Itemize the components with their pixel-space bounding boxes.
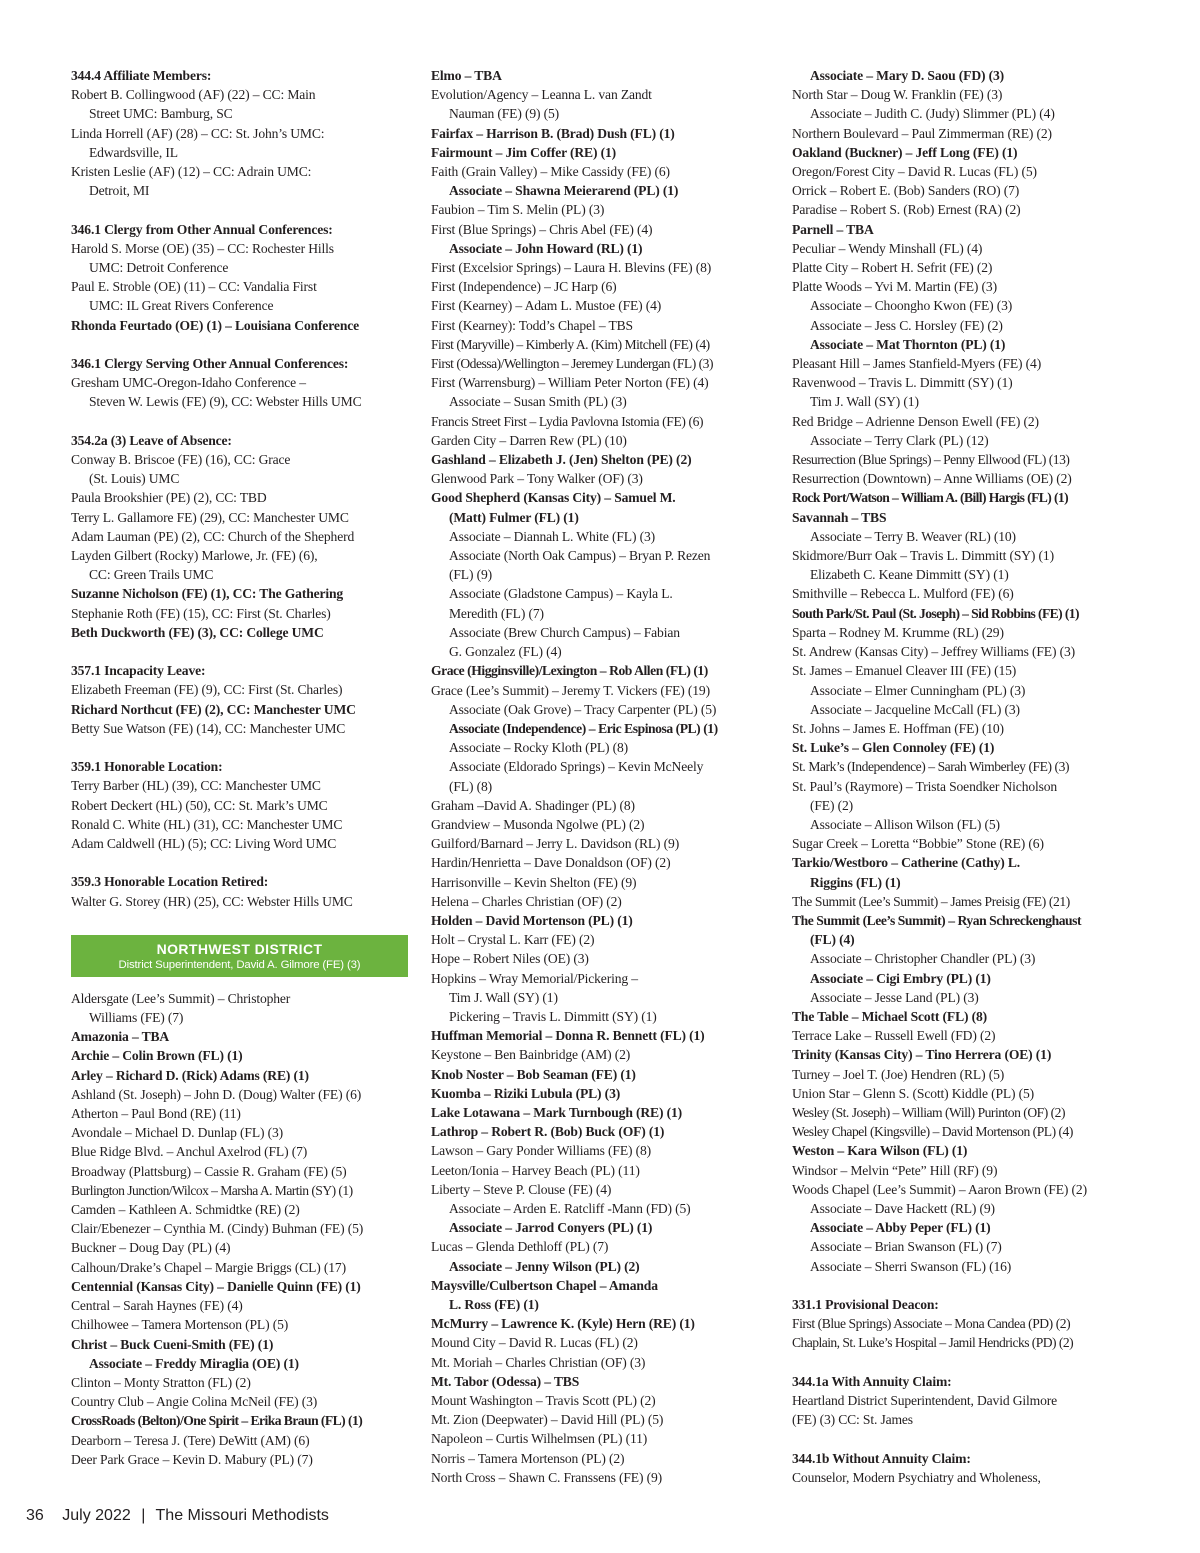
list-item: Gashland – Elizabeth J. (Jen) Shelton (PE) (2)	[431, 452, 692, 468]
publication-name: The Missouri Methodists	[155, 1507, 329, 1524]
list-item: Country Club – Angie Colina McNeil (FE) (3)	[71, 1394, 318, 1410]
list-item: CC: Green Trails UMC	[89, 567, 214, 583]
list-item: Paul E. Stroble (OE) (11) – CC: Vandalia First	[71, 279, 317, 295]
list-item: McMurry – Lawrence K. (Kyle) Hern (RE) (1)	[431, 1316, 695, 1332]
list-item: Harrisonville – Kevin Shelton (FE) (9)	[431, 874, 637, 890]
list-item: (FL) (9)	[449, 567, 492, 583]
list-item: Grandview – Musonda Ngolwe (PL) (2)	[431, 816, 645, 832]
list-item: Blue Ridge Blvd. – Anchul Axelrod (FL) (7)	[71, 1144, 308, 1160]
list-item: Associate – Christopher Chandler (PL) (3)	[810, 951, 1036, 967]
list-item: Mound City – David R. Lucas (FL) (2)	[431, 1335, 638, 1351]
list-item: Associate – Terry Clark (PL) (12)	[810, 432, 989, 448]
list-item: Dearborn – Teresa J. (Tere) DeWitt (AM) (6)	[71, 1432, 310, 1448]
list-item: Graham –David A. Shadinger (PL) (8)	[431, 797, 635, 813]
column-right	[792, 66, 1137, 1487]
list-item: Woods Chapel (Lee’s Summit) – Aaron Brown (FE) (2)	[792, 1181, 1087, 1197]
list-item: (FE) (2)	[810, 797, 853, 813]
list-item: Gresham UMC-Oregon-Idaho Conference –	[71, 375, 306, 391]
list-item: Knob Noster – Bob Seaman (FE) (1)	[431, 1066, 636, 1082]
list-item: Associate – Judith C. (Judy) Slimmer (PL) (4)	[810, 106, 1055, 122]
list-item: Mount Washington – Travis Scott (PL) (2)	[431, 1393, 656, 1409]
list-item: Chaplain, St. Luke’s Hospital – Jamil Hendricks (PD) (2)	[792, 1335, 1074, 1351]
list-item: Holden – David Mortenson (PL) (1)	[431, 912, 633, 928]
list-item: North Cross – Shawn C. Franssens (FE) (9)	[431, 1469, 662, 1485]
list-item: Faith (Grain Valley) – Mike Cassidy (FE) (6)	[431, 164, 670, 180]
list-item: G. Gonzalez (FL) (4)	[449, 644, 562, 660]
list-item: Northern Boulevard – Paul Zimmerman (RE) (2)	[792, 125, 1052, 141]
list-item: Orrick – Robert E. (Bob) Sanders (RO) (7)	[792, 183, 1020, 199]
list-item: Ravenwood – Travis L. Dimmitt (SY) (1)	[792, 375, 1013, 391]
list-item: Paula Brookshier (PE) (2), CC: TBD	[71, 490, 267, 506]
list-item: Robert Deckert (HL) (50), CC: St. Mark’s UMC	[71, 797, 328, 813]
list-item: Associate – Terry B. Weaver (RL) (10)	[810, 528, 1016, 544]
list-item: Elizabeth C. Keane Dimmitt (SY) (1)	[810, 567, 1009, 583]
list-item: North Star – Doug W. Franklin (FE) (3)	[792, 87, 1003, 103]
list-item: Associate – Choongho Kwon (FE) (3)	[810, 298, 1013, 314]
list-item: Centennial (Kansas City) – Danielle Quinn (FE) (1)	[71, 1278, 361, 1294]
list-item: Associate (North Oak Campus) – Bryan P. Rezen	[449, 548, 711, 564]
list-item: Sparta – Rodney M. Krumme (RL) (29)	[792, 624, 1004, 640]
list-item: Pleasant Hill – James Stanfield-Myers (FE) (4)	[792, 356, 1042, 372]
list-item: Peculiar – Wendy Minshall (FL) (4)	[792, 240, 983, 256]
list-item: Platte Woods – Yvi M. Martin (FE) (3)	[792, 279, 997, 295]
list-item: The Summit (Lee’s Summit) – James Preisig (FE) (21)	[792, 893, 1070, 909]
list-item: Meredith (FL) (7)	[449, 605, 544, 621]
section-heading: 359.1 Honorable Location:	[71, 759, 223, 775]
list-item: Associate – Arden E. Ratcliff -Mann (FD) (5)	[449, 1200, 691, 1216]
list-item: Hardin/Henrietta – Dave Donaldson (OF) (2)	[431, 855, 671, 871]
list-item: Associate – Allison Wilson (FL) (5)	[810, 816, 1000, 832]
list-item: Associate – Mat Thornton (PL) (1)	[810, 336, 1006, 352]
list-item: Associate – Sherri Swanson (FL) (16)	[810, 1258, 1012, 1274]
list-item: Skidmore/Burr Oak – Travis L. Dimmitt (SY) (1)	[792, 548, 1054, 564]
list-item: Napoleon – Curtis Wilhelmsen (PL) (11)	[431, 1431, 648, 1447]
list-item: Arley – Richard D. (Rick) Adams (RE) (1)	[71, 1067, 309, 1083]
list-item: Savannah – TBS	[792, 509, 887, 525]
list-item: The Summit (Lee’s Summit) – Ryan Schreckenghaust	[792, 912, 1082, 928]
list-item: First (Maryville) – Kimberly A. (Kim) Mitchell (FE) (4)	[431, 336, 710, 352]
list-item: Liberty – Steve P. Clouse (FE) (4)	[431, 1181, 612, 1197]
list-item: Associate – Cigi Embry (PL) (1)	[810, 970, 991, 986]
list-item: Oregon/Forest City – David R. Lucas (FL) (5)	[792, 164, 1037, 180]
list-item: Keystone – Ben Bainbridge (AM) (2)	[431, 1047, 631, 1063]
list-item: St. Andrew (Kansas City) – Jeffrey Williams (FE) (3)	[792, 644, 1075, 660]
list-item: Central – Sarah Haynes (FE) (4)	[71, 1298, 243, 1314]
list-item: Faubion – Tim S. Melin (PL) (3)	[431, 202, 605, 218]
list-item: Riggins (FL) (1)	[810, 874, 901, 890]
list-item: Garden City – Darren Rew (PL) (10)	[431, 432, 627, 448]
list-item: Associate – Susan Smith (PL) (3)	[449, 394, 627, 410]
list-item: Resurrection (Downtown) – Anne Williams (OE) (2)	[792, 471, 1072, 487]
list-item: South Park/St. Paul (St. Joseph) – Sid Robbins (FE) (1)	[792, 605, 1079, 621]
list-item: Smithville – Rebecca L. Mulford (FE) (6)	[792, 586, 1014, 602]
list-item: Clair/Ebenezer – Cynthia M. (Cindy) Buhman (FE) (5)	[71, 1221, 364, 1237]
list-item: Parnell – TBA	[792, 221, 874, 237]
list-item: Counselor, Modern Psychiatry and Wholeness,	[792, 1469, 1041, 1485]
list-item: Conway B. Briscoe (FE) (16), CC: Grace	[71, 452, 291, 468]
page-number: 36	[26, 1507, 44, 1524]
list-item: Associate (Gladstone Campus) – Kayla L.	[449, 586, 673, 602]
list-item: Nauman (FE) (9) (5)	[449, 106, 560, 122]
list-item: Steven W. Lewis (FE) (9), CC: Webster Hills UMC	[89, 394, 362, 410]
list-item: Windsor – Melvin “Pete” Hill (RF) (9)	[792, 1162, 998, 1178]
list-item: First (Blue Springs) – Chris Abel (FE) (4)	[431, 221, 653, 237]
list-item: Associate – Shawna Meierarend (PL) (1)	[449, 183, 679, 199]
list-item: Associate – Mary D. Saou (FD) (3)	[810, 68, 1005, 83]
list-item: Mt. Tabor (Odessa) – TBS	[431, 1373, 580, 1389]
list-item: Francis Street First – Lydia Pavlovna Istomia (FE) (6)	[431, 413, 704, 429]
section-heading: 359.3 Honorable Location Retired:	[71, 874, 269, 890]
list-item: Heartland District Superintendent, David Gilmore	[792, 1392, 1057, 1408]
district-superintendent: District Superintendent, David A. Gilmore (FE) (3)	[118, 958, 361, 971]
list-item: Associate – Abby Peper (FL) (1)	[810, 1220, 991, 1236]
list-item: Tarkio/Westboro – Catherine (Cathy) L.	[792, 855, 1021, 871]
list-item: Weston – Kara Wilson (FL) (1)	[792, 1143, 968, 1159]
list-item: Lake Lotawana – Mark Turnbough (RE) (1)	[431, 1104, 682, 1120]
list-item: Rock Port/Watson – William A. (Bill) Hargis (FL) (1)	[792, 490, 1069, 506]
list-item: Amazonia – TBA	[71, 1029, 170, 1045]
list-item: (St. Louis) UMC	[89, 471, 180, 487]
list-item: Chilhowee – Tamera Mortenson (PL) (5)	[71, 1317, 289, 1333]
list-item: Terry Barber (HL) (39), CC: Manchester UMC	[71, 778, 321, 794]
list-item: Guilford/Barnard – Jerry L. Davidson (RL) (9)	[431, 836, 680, 852]
list-item: Layden Gilbert (Rocky) Marlowe, Jr. (FE) (6),	[71, 548, 318, 564]
column-middle	[431, 66, 776, 1487]
section-heading: 344.1b Without Annuity Claim:	[792, 1450, 971, 1466]
list-item: Robert B. Collingwood (AF) (22) – CC: Main	[71, 87, 316, 103]
list-item: (FL) (4)	[810, 932, 855, 948]
list-item: Aldersgate (Lee’s Summit) – Christopher	[71, 990, 291, 1006]
list-item: Associate (Brew Church Campus) – Fabian	[449, 624, 680, 640]
list-item: Associate – Freddy Miraglia (OE) (1)	[89, 1355, 299, 1371]
list-item: Lucas – Glenda Dethloff (PL) (7)	[431, 1239, 609, 1255]
list-item: (FE) (3) CC: St. James	[792, 1412, 913, 1428]
footer-separator: |	[141, 1507, 146, 1524]
list-item: Archie – Colin Brown (FL) (1)	[71, 1048, 243, 1064]
list-item: Evolution/Agency – Leanna L. van Zandt	[431, 87, 652, 103]
list-item: First (Warrensburg) – William Peter Norton (FE) (4)	[431, 375, 709, 391]
list-item: L. Ross (FE) (1)	[449, 1297, 539, 1312]
list-item: Pickering – Travis L. Dimmitt (SY) (1)	[449, 1008, 657, 1024]
list-item: Mt. Zion (Deepwater) – David Hill (PL) (5)	[431, 1412, 664, 1428]
issue-date: July 2022	[62, 1507, 131, 1524]
list-item: Tim J. Wall (SY) (1)	[810, 394, 919, 410]
list-item: Calhoun/Drake’s Chapel – Margie Briggs (CL) (17)	[71, 1259, 346, 1275]
list-item: St. James – Emanuel Cleaver III (FE) (15)	[792, 663, 1017, 679]
list-item: Harold S. Morse (OE) (35) – CC: Rochester Hills	[71, 240, 334, 256]
list-item: The Table – Michael Scott (FL) (8)	[792, 1008, 988, 1024]
list-item: Adam Lauman (PE) (2), CC: Church of the Shepherd	[71, 528, 355, 544]
list-item: Burlington Junction/Wilcox – Marsha A. Martin (SY) (1)	[71, 1182, 353, 1198]
list-item: Camden – Kathleen A. Schmidtke (RE) (2)	[71, 1202, 300, 1218]
list-item: Richard Northcut (FE) (2), CC: Manchester UMC	[71, 701, 356, 717]
list-item: First (Odessa)/Wellington – Jeremey Lundergan (FL) (3)	[431, 356, 713, 372]
list-item: Broadway (Plattsburg) – Cassie R. Graham (FE) (5)	[71, 1163, 347, 1179]
list-item: Associate – Jess C. Horsley (FE) (2)	[810, 317, 1003, 333]
list-item: CrossRoads (Belton)/One Spirit – Erika Braun (FL) (1)	[71, 1413, 363, 1429]
list-item: Kristen Leslie (AF) (12) – CC: Adrain UMC:	[71, 164, 312, 180]
section-heading: 354.2a (3) Leave of Absence:	[71, 432, 232, 448]
list-item: Glenwood Park – Tony Walker (OF) (3)	[431, 471, 643, 487]
list-item: Betty Sue Watson (FE) (14), CC: Manchester UMC	[71, 720, 346, 736]
list-item: Associate – Diannah L. White (FL) (3)	[449, 528, 655, 544]
list-item: Elmo – TBA	[431, 68, 502, 83]
list-item: Ronald C. White (HL) (31), CC: Manchester UMC	[71, 816, 343, 832]
section-heading: 346.1 Clergy from Other Annual Conferences:	[71, 221, 333, 237]
list-item: Associate (Oak Grove) – Tracy Carpenter (PL) (5)	[449, 701, 717, 717]
list-item: Atherton – Paul Bond (RE) (11)	[71, 1106, 241, 1122]
list-item: Red Bridge – Adrienne Denson Ewell (FE) (2)	[792, 413, 1039, 429]
list-item: St. Johns – James E. Hoffman (FE) (10)	[792, 720, 1004, 736]
list-item: Terrace Lake – Russell Ewell (FD) (2)	[792, 1028, 996, 1044]
list-item: Associate – Elmer Cunningham (PL) (3)	[810, 682, 1026, 698]
list-item: Kuomba – Riziki Lubula (PL) (3)	[431, 1085, 621, 1101]
list-item: Sugar Creek – Loretta “Bobbie” Stone (RE) (6)	[792, 836, 1044, 852]
list-item: Associate – Jarrod Conyers (PL) (1)	[449, 1220, 653, 1236]
list-item: Maysville/Culbertson Chapel – Amanda	[431, 1277, 658, 1293]
list-item: Avondale – Michael D. Dunlap (FL) (3)	[71, 1125, 284, 1141]
list-item: Walter G. Storey (HR) (25), CC: Webster Hills UMC	[71, 893, 353, 909]
list-item: Union Star – Glenn S. (Scott) Kiddle (PL) (5)	[792, 1085, 1035, 1101]
section-heading: 331.1 Provisional Deacon:	[792, 1296, 939, 1312]
list-item: St. Mark’s (Independence) – Sarah Wimberley (FE) (3)	[792, 759, 1070, 775]
page-footer	[26, 1507, 329, 1525]
list-item: Suzanne Nicholson (FE) (1), CC: The Gathering	[71, 586, 344, 602]
list-item: Associate – John Howard (RL) (1)	[449, 240, 643, 256]
section-heading: 346.1 Clergy Serving Other Annual Conferences:	[71, 356, 349, 372]
list-item: Norris – Tamera Mortenson (PL) (2)	[431, 1450, 625, 1466]
list-item: Mt. Moriah – Charles Christian (OF) (3)	[431, 1354, 646, 1370]
section-heading: 344.1a With Annuity Claim:	[792, 1373, 952, 1389]
list-item: Associate – Rocky Kloth (PL) (8)	[449, 740, 629, 756]
list-item: First (Blue Springs) Associate – Mona Candea (PD) (2)	[792, 1316, 1071, 1332]
list-item: Associate – Jenny Wilson (PL) (2)	[449, 1258, 640, 1274]
list-item: Stephanie Roth (FE) (15), CC: First (St. Charles)	[71, 605, 331, 621]
list-item: Associate – Jesse Land (PL) (3)	[810, 989, 979, 1005]
list-item: Turney – Joel T. (Joe) Hendren (RL) (5)	[792, 1066, 1005, 1082]
list-item: First (Excelsior Springs) – Laura H. Blevins (FE) (8)	[431, 260, 712, 276]
district-banner	[71, 935, 408, 977]
list-item: Elizabeth Freeman (FE) (9), CC: First (St. Charles)	[71, 682, 343, 698]
list-item: Street UMC: Bamburg, SC	[89, 106, 233, 122]
list-item: Good Shepherd (Kansas City) – Samuel M.	[431, 490, 676, 506]
list-item: Edwardsville, IL	[89, 144, 178, 160]
list-item: Leeton/Ionia – Harvey Beach (PL) (11)	[431, 1162, 640, 1178]
list-item: Associate – Brian Swanson (FL) (7)	[810, 1239, 1002, 1255]
list-item: Associate (Independence) – Eric Espinosa (PL) (1)	[449, 720, 718, 736]
list-item: Adam Caldwell (HL) (5); CC: Living Word UMC	[71, 836, 337, 852]
list-item: Wesley (St. Joseph) – William (Will) Purinton (OF) (2)	[792, 1104, 1065, 1120]
list-item: (Matt) Fulmer (FL) (1)	[449, 509, 579, 525]
list-item: Ashland (St. Joseph) – John D. (Doug) Walter (FE) (6)	[71, 1086, 362, 1102]
district-title: NORTHWEST DISTRICT	[156, 940, 323, 957]
section-heading: 357.1 Incapacity Leave:	[71, 663, 206, 679]
list-item: First (Kearney): Todd’s Chapel – TBS	[431, 317, 633, 333]
list-item: Hopkins – Wray Memorial/Pickering –	[431, 970, 638, 986]
list-item: Resurrection (Blue Springs) – Penny Ellwood (FL) (13)	[792, 452, 1070, 468]
list-item: Terry L. Gallamore FE) (29), CC: Manchester UMC	[71, 509, 349, 525]
list-item: Oakland (Buckner) – Jeff Long (FE) (1)	[792, 144, 1018, 160]
list-item: Tim J. Wall (SY) (1)	[449, 989, 558, 1005]
list-item: Detroit, MI	[89, 183, 150, 199]
list-item: Christ – Buck Cueni-Smith (FE) (1)	[71, 1336, 274, 1352]
list-item: Fairfax – Harrison B. (Brad) Dush (FL) (1)	[431, 125, 675, 141]
list-item: Beth Duckworth (FE) (3), CC: College UMC	[71, 624, 324, 640]
list-item: Lathrop – Robert R. (Bob) Buck (OF) (1)	[431, 1124, 665, 1140]
list-item: Wesley Chapel (Kingsville) – David Mortenson (PL) (4)	[792, 1124, 1073, 1140]
list-item: Deer Park Grace – Kevin D. Mabury (PL) (7)	[71, 1451, 313, 1467]
list-item: Buckner – Doug Day (PL) (4)	[71, 1240, 231, 1256]
list-item: Huffman Memorial – Donna R. Bennett (FL) (1)	[431, 1028, 705, 1044]
list-item: Grace (Higginsville)/Lexington – Rob Allen (FL) (1)	[431, 663, 708, 679]
list-item: Paradise – Robert S. (Rob) Ernest (RA) (2)	[792, 202, 1021, 218]
list-item: Hope – Robert Niles (OE) (3)	[431, 951, 589, 967]
list-item: Lawson – Gary Ponder Williams (FE) (8)	[431, 1143, 652, 1159]
list-item: UMC: Detroit Conference	[89, 260, 229, 276]
list-item: St. Luke’s – Glen Connoley (FE) (1)	[792, 740, 995, 756]
list-item: First (Kearney) – Adam L. Mustoe (FE) (4)	[431, 298, 662, 314]
list-item: St. Paul’s (Raymore) – Trista Soendker Nicholson	[792, 778, 1058, 794]
list-item: Rhonda Feurtado (OE) (1) – Louisiana Conference	[71, 317, 359, 333]
list-item: Fairmount – Jim Coffer (RE) (1)	[431, 144, 616, 160]
list-item: Holt – Crystal L. Karr (FE) (2)	[431, 932, 595, 948]
list-item: Linda Horrell (AF) (28) – CC: St. John’s UMC:	[71, 125, 325, 141]
list-item: Associate – Dave Hackett (RL) (9)	[810, 1200, 995, 1216]
list-item: Trinity (Kansas City) – Tino Herrera (OE) (1)	[792, 1047, 1052, 1063]
section-heading: 344.4 Affiliate Members:	[71, 68, 212, 83]
list-item: Clinton – Monty Stratton (FL) (2)	[71, 1374, 251, 1390]
list-item: First (Independence) – JC Harp (6)	[431, 279, 617, 295]
list-item: (FL) (8)	[449, 778, 492, 794]
list-item: Williams (FE) (7)	[89, 1010, 184, 1026]
column-left	[71, 66, 411, 1469]
list-item: Platte City – Robert H. Sefrit (FE) (2)	[792, 260, 993, 276]
list-item: Helena – Charles Christian (OF) (2)	[431, 893, 622, 909]
list-item: UMC: IL Great Rivers Conference	[89, 298, 274, 314]
list-item: Grace (Lee’s Summit) – Jeremy T. Vickers (FE) (19)	[431, 682, 710, 698]
list-item: Associate (Eldorado Springs) – Kevin McNeely	[449, 759, 704, 775]
list-item: Associate – Jacqueline McCall (FL) (3)	[810, 701, 1020, 717]
